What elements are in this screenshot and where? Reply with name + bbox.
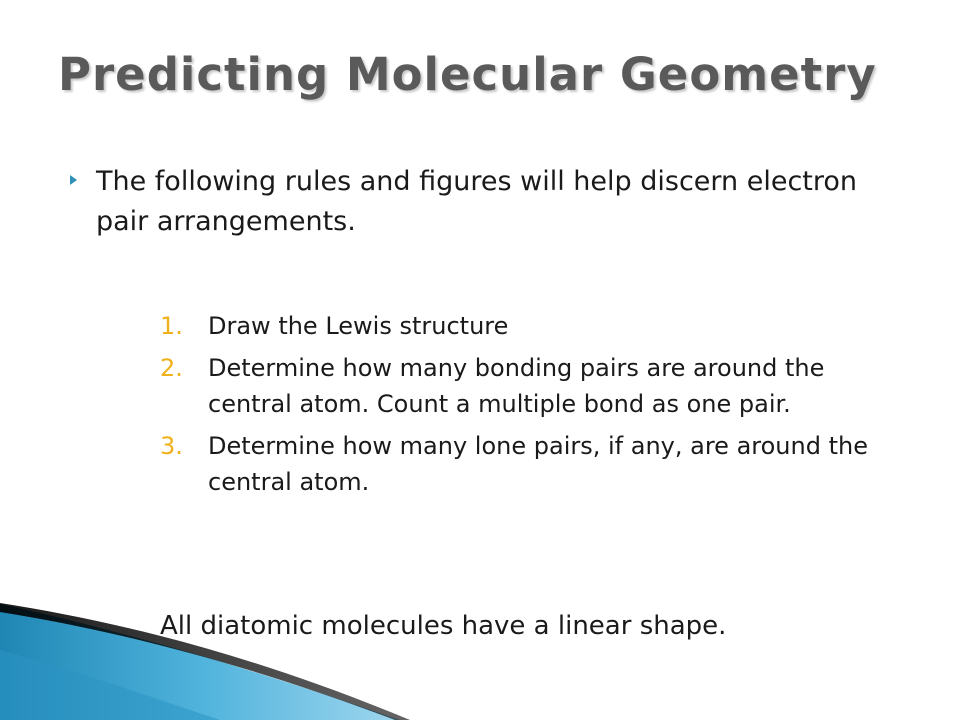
rule-text: Determine how many lone pairs, if any, are around the central atom. (208, 432, 868, 496)
rules-list (160, 308, 900, 506)
rule-text: Draw the Lewis structure (208, 312, 509, 340)
closing-statement: All diatomic molecules have a linear shape. (160, 611, 727, 641)
rule-number: 1. (160, 312, 183, 340)
rule-item (160, 350, 900, 422)
bullet-text: The following rules and figures will help discern electron pair arrangements. (96, 166, 858, 237)
rule-item (160, 428, 900, 500)
rule-number: 2. (160, 354, 183, 382)
slide-title: Predicting Molecular Geometry (58, 48, 877, 101)
rule-text: Determine how many bonding pairs are around the central atom. Count a multiple bond as one pair. (208, 354, 825, 418)
triangle-right-icon (70, 175, 77, 185)
rule-number: 3. (160, 432, 183, 460)
rule-item (160, 308, 900, 344)
